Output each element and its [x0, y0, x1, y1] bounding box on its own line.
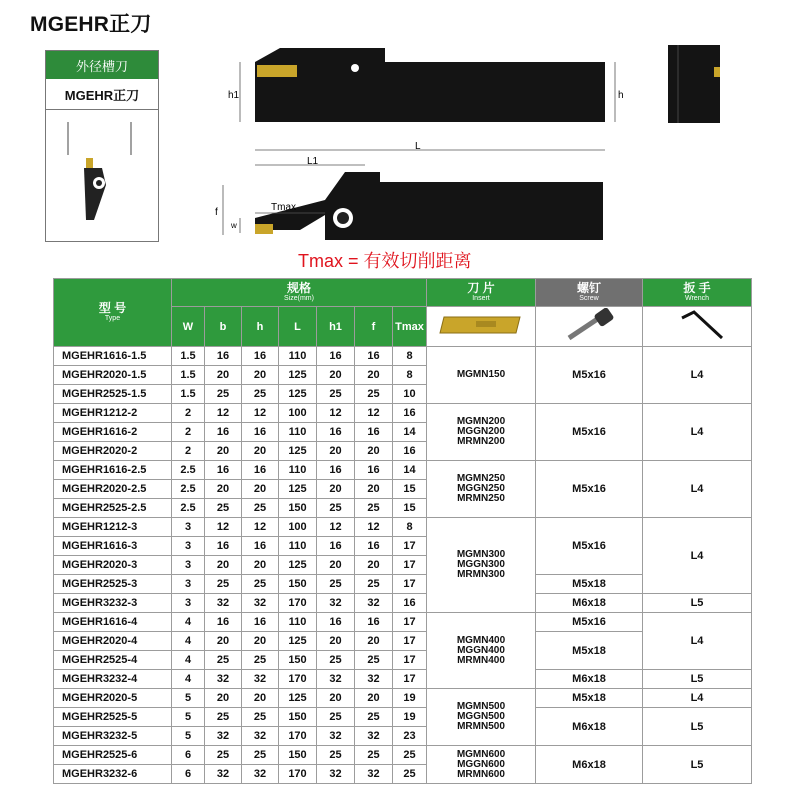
dim-cell: 3 [172, 575, 205, 594]
dim-header: h [242, 307, 279, 347]
dim-cell: 125 [279, 385, 317, 404]
dim-cell: 16 [205, 423, 242, 442]
screw-cell: M5x16 [536, 404, 643, 461]
dim-cell: 25 [393, 765, 427, 784]
model-cell: MGEHR1616-1.5 [54, 347, 172, 366]
dim-cell: 25 [242, 575, 279, 594]
dim-cell: 2 [172, 404, 205, 423]
dim-cell: 12 [242, 404, 279, 423]
insert-cell: MGMN250 MGGN250 MRMN250 [427, 461, 536, 518]
dim-cell: 16 [355, 613, 393, 632]
category-thumbnail [46, 110, 158, 240]
dim-cell: 8 [393, 366, 427, 385]
dim-cell: 20 [242, 366, 279, 385]
dim-cell: 20 [205, 480, 242, 499]
insert-cell: MGMN150 [427, 347, 536, 404]
model-cell: MGEHR3232-6 [54, 765, 172, 784]
dim-cell: 32 [317, 727, 355, 746]
dim-cell: 2 [172, 423, 205, 442]
screw-cell: M5x18 [536, 575, 643, 594]
dim-cell: 3 [172, 537, 205, 556]
dim-cell: 17 [393, 651, 427, 670]
screw-cell: M5x18 [536, 689, 643, 708]
spec-table [53, 278, 752, 784]
dim-cell: 110 [279, 537, 317, 556]
wrench-cell: L4 [643, 689, 752, 708]
dim-cell: 4 [172, 651, 205, 670]
table-row [54, 613, 752, 632]
dim-cell: 32 [242, 670, 279, 689]
insert-cell: MGMN600 MGGN600 MRMN600 [427, 746, 536, 784]
dim-cell: 25 [355, 651, 393, 670]
dim-cell: 20 [355, 632, 393, 651]
dim-cell: 12 [317, 404, 355, 423]
dim-cell: 4 [172, 670, 205, 689]
dim-cell: 20 [242, 480, 279, 499]
model-cell: MGEHR2525-6 [54, 746, 172, 765]
table-row [54, 670, 752, 689]
screw-cell: M5x16 [536, 613, 643, 632]
dim-cell: 20 [205, 632, 242, 651]
dim-cell: 110 [279, 461, 317, 480]
dim-cell: 25 [242, 385, 279, 404]
dim-header: Tmax [393, 307, 427, 347]
type-header: 型 号 Type [54, 279, 172, 347]
category-header: 外径槽刀 [46, 51, 158, 79]
dim-cell: 5 [172, 708, 205, 727]
dim-cell: 25 [317, 746, 355, 765]
dim-cell: 25 [317, 385, 355, 404]
insert-header: 刀 片 Insert [427, 279, 536, 307]
model-cell: MGEHR2525-4 [54, 651, 172, 670]
insert-cell: MGMN300 MGGN300 MRMN300 [427, 518, 536, 613]
dim-cell: 20 [205, 556, 242, 575]
dim-cell: 32 [355, 594, 393, 613]
label-L: L [415, 141, 421, 152]
dim-cell: 3 [172, 594, 205, 613]
dim-cell: 25 [393, 746, 427, 765]
dim-cell: 17 [393, 613, 427, 632]
dim-cell: 15 [393, 480, 427, 499]
dim-cell: 20 [317, 366, 355, 385]
dim-cell: 25 [242, 746, 279, 765]
table-row [54, 746, 752, 765]
wrench-cell: L5 [643, 746, 752, 784]
dim-cell: 25 [317, 708, 355, 727]
dim-cell: 2.5 [172, 480, 205, 499]
table-row [54, 461, 752, 480]
dim-cell: 25 [355, 385, 393, 404]
category-card [45, 50, 159, 242]
dim-cell: 3 [172, 556, 205, 575]
wrench-image [643, 307, 752, 347]
dim-cell: 20 [317, 556, 355, 575]
dim-cell: 25 [205, 746, 242, 765]
screw-cell: M6x18 [536, 594, 643, 613]
dim-cell: 1.5 [172, 366, 205, 385]
tool-side-view [225, 40, 625, 140]
dim-cell: 25 [205, 385, 242, 404]
model-cell: MGEHR3232-5 [54, 727, 172, 746]
dim-cell: 32 [317, 594, 355, 613]
dim-cell: 6 [172, 746, 205, 765]
tool-top-view [215, 140, 615, 250]
dim-cell: 17 [393, 575, 427, 594]
dim-cell: 2.5 [172, 499, 205, 518]
model-cell: MGEHR2020-2.5 [54, 480, 172, 499]
dim-cell: 17 [393, 670, 427, 689]
dim-cell: 20 [242, 556, 279, 575]
screw-cell: M5x16 [536, 347, 643, 404]
model-cell: MGEHR1212-2 [54, 404, 172, 423]
dim-cell: 12 [205, 404, 242, 423]
dim-cell: 10 [393, 385, 427, 404]
wrench-cell: L5 [643, 594, 752, 613]
dim-cell: 12 [355, 518, 393, 537]
dim-cell: 32 [317, 670, 355, 689]
dim-cell: 32 [355, 765, 393, 784]
dim-cell: 20 [355, 556, 393, 575]
screw-cell: M5x16 [536, 518, 643, 575]
size-header: 规格 Size(mm) [172, 279, 427, 307]
dim-cell: 170 [279, 594, 317, 613]
screw-header: 螺钉 Screw [536, 279, 643, 307]
dim-cell: 32 [355, 727, 393, 746]
label-h1: h1 [228, 90, 240, 101]
dim-cell: 14 [393, 461, 427, 480]
dim-cell: 32 [205, 765, 242, 784]
dim-cell: 20 [242, 442, 279, 461]
screw-cell: M6x18 [536, 670, 643, 689]
table-row [54, 404, 752, 423]
dim-header: L [279, 307, 317, 347]
dim-cell: 125 [279, 689, 317, 708]
table-row [54, 689, 752, 708]
dim-cell: 25 [242, 708, 279, 727]
screw-cell: M6x18 [536, 746, 643, 784]
dim-cell: 32 [242, 594, 279, 613]
tmax-note: Tmax = 有效切削距离 [298, 251, 472, 271]
dim-cell: 16 [317, 537, 355, 556]
dim-cell: 100 [279, 404, 317, 423]
model-cell: MGEHR2525-2.5 [54, 499, 172, 518]
dim-cell: 16 [317, 347, 355, 366]
dim-cell: 25 [355, 499, 393, 518]
dim-cell: 16 [242, 461, 279, 480]
dim-cell: 25 [317, 499, 355, 518]
wrench-cell: L4 [643, 404, 752, 461]
dim-header: W [172, 307, 205, 347]
dim-cell: 19 [393, 708, 427, 727]
dim-cell: 125 [279, 442, 317, 461]
dim-cell: 19 [393, 689, 427, 708]
dim-cell: 25 [205, 575, 242, 594]
table-row [54, 518, 752, 537]
model-cell: MGEHR2525-5 [54, 708, 172, 727]
model-cell: MGEHR1616-4 [54, 613, 172, 632]
dim-cell: 23 [393, 727, 427, 746]
dim-cell: 16 [242, 423, 279, 442]
insert-cell: MGMN200 MGGN200 MRMN200 [427, 404, 536, 461]
dim-cell: 17 [393, 556, 427, 575]
label-w: w [231, 221, 237, 230]
dim-cell: 16 [205, 613, 242, 632]
dim-cell: 170 [279, 670, 317, 689]
dim-cell: 16 [317, 613, 355, 632]
dim-cell: 150 [279, 708, 317, 727]
dim-cell: 4 [172, 613, 205, 632]
dim-cell: 16 [355, 537, 393, 556]
dim-cell: 1.5 [172, 347, 205, 366]
dim-cell: 16 [355, 461, 393, 480]
dim-cell: 16 [317, 423, 355, 442]
dim-cell: 20 [242, 689, 279, 708]
dim-cell: 5 [172, 727, 205, 746]
dim-cell: 32 [355, 670, 393, 689]
dim-cell: 5 [172, 689, 205, 708]
model-cell: MGEHR2020-2 [54, 442, 172, 461]
label-tmax: Tmax [271, 202, 296, 213]
dim-cell: 32 [242, 765, 279, 784]
insert-cell: MGMN500 MGGN500 MRMN500 [427, 689, 536, 746]
dim-cell: 100 [279, 518, 317, 537]
dim-cell: 150 [279, 499, 317, 518]
model-cell: MGEHR1616-2 [54, 423, 172, 442]
model-cell: MGEHR3232-4 [54, 670, 172, 689]
dim-cell: 20 [317, 689, 355, 708]
label-h: h [618, 90, 624, 101]
wrench-cell: L5 [643, 670, 752, 689]
dim-cell: 12 [205, 518, 242, 537]
dim-cell: 20 [355, 366, 393, 385]
model-cell: MGEHR2020-4 [54, 632, 172, 651]
dim-cell: 150 [279, 746, 317, 765]
table-row [54, 594, 752, 613]
dim-cell: 25 [205, 708, 242, 727]
model-cell: MGEHR3232-3 [54, 594, 172, 613]
dim-cell: 25 [242, 499, 279, 518]
dim-cell: 25 [317, 651, 355, 670]
dim-cell: 32 [205, 594, 242, 613]
dim-cell: 16 [393, 442, 427, 461]
insert-cell: MGMN400 MGGN400 MRMN400 [427, 613, 536, 689]
wrench-cell: L5 [643, 708, 752, 746]
dim-cell: 16 [205, 347, 242, 366]
model-cell: MGEHR1616-3 [54, 537, 172, 556]
dim-cell: 16 [393, 404, 427, 423]
wrench-header: 扳 手 Wrench [643, 279, 752, 307]
dim-cell: 12 [355, 404, 393, 423]
model-cell: MGEHR2525-1.5 [54, 385, 172, 404]
dim-cell: 20 [317, 632, 355, 651]
dim-header: h1 [317, 307, 355, 347]
dim-cell: 8 [393, 347, 427, 366]
dim-cell: 16 [205, 461, 242, 480]
dim-header: f [355, 307, 393, 347]
dim-cell: 32 [242, 727, 279, 746]
model-cell: MGEHR2020-5 [54, 689, 172, 708]
dim-cell: 110 [279, 613, 317, 632]
dim-header: b [205, 307, 242, 347]
dim-cell: 8 [393, 518, 427, 537]
dim-cell: 15 [393, 499, 427, 518]
table-row [54, 347, 752, 366]
dim-cell: 16 [393, 594, 427, 613]
dim-cell: 4 [172, 632, 205, 651]
dim-cell: 150 [279, 575, 317, 594]
page-title: MGEHR正刀 [30, 13, 152, 36]
dim-cell: 20 [355, 442, 393, 461]
dim-cell: 14 [393, 423, 427, 442]
dim-cell: 16 [317, 461, 355, 480]
dim-cell: 110 [279, 423, 317, 442]
dim-cell: 20 [355, 480, 393, 499]
dim-cell: 16 [242, 347, 279, 366]
wrench-cell: L4 [643, 347, 752, 404]
dim-cell: 17 [393, 632, 427, 651]
dim-cell: 12 [317, 518, 355, 537]
table-row [54, 708, 752, 727]
dim-cell: 110 [279, 347, 317, 366]
screw-cell: M5x18 [536, 632, 643, 670]
dim-cell: 16 [355, 423, 393, 442]
dim-cell: 25 [355, 575, 393, 594]
screw-cell: M5x16 [536, 461, 643, 518]
dim-cell: 16 [205, 537, 242, 556]
wrench-cell: L4 [643, 613, 752, 670]
wrench-cell: L4 [643, 518, 752, 594]
dim-cell: 32 [205, 670, 242, 689]
model-cell: MGEHR1212-3 [54, 518, 172, 537]
dim-cell: 20 [355, 689, 393, 708]
dim-cell: 20 [317, 480, 355, 499]
dim-cell: 20 [205, 689, 242, 708]
dim-cell: 25 [205, 651, 242, 670]
dim-cell: 16 [355, 347, 393, 366]
model-cell: MGEHR1616-2.5 [54, 461, 172, 480]
dim-cell: 25 [205, 499, 242, 518]
dim-cell: 20 [205, 366, 242, 385]
dim-cell: 6 [172, 765, 205, 784]
dim-cell: 25 [355, 746, 393, 765]
model-cell: MGEHR2020-1.5 [54, 366, 172, 385]
dim-cell: 125 [279, 556, 317, 575]
dim-cell: 32 [205, 727, 242, 746]
dim-cell: 3 [172, 518, 205, 537]
label-f: f [215, 207, 218, 218]
insert-image [427, 307, 536, 347]
wrench-cell: L4 [643, 461, 752, 518]
dim-cell: 20 [317, 442, 355, 461]
dim-cell: 170 [279, 765, 317, 784]
dim-cell: 170 [279, 727, 317, 746]
dim-cell: 25 [242, 651, 279, 670]
dim-cell: 25 [317, 575, 355, 594]
dim-cell: 12 [242, 518, 279, 537]
dim-cell: 2.5 [172, 461, 205, 480]
tool-end-view [668, 45, 728, 125]
dim-cell: 17 [393, 537, 427, 556]
dim-cell: 20 [242, 632, 279, 651]
dim-cell: 125 [279, 366, 317, 385]
dim-cell: 125 [279, 480, 317, 499]
dim-cell: 125 [279, 632, 317, 651]
dim-cell: 2 [172, 442, 205, 461]
screw-cell: M6x18 [536, 708, 643, 746]
dim-cell: 20 [205, 442, 242, 461]
label-L1: L1 [307, 156, 319, 167]
screw-image [536, 307, 643, 347]
model-cell: MGEHR2020-3 [54, 556, 172, 575]
dim-cell: 150 [279, 651, 317, 670]
dim-cell: 16 [242, 613, 279, 632]
model-cell: MGEHR2525-3 [54, 575, 172, 594]
dim-cell: 1.5 [172, 385, 205, 404]
category-name: MGEHR正刀 [46, 79, 158, 110]
dim-cell: 16 [242, 537, 279, 556]
dim-cell: 25 [355, 708, 393, 727]
dim-cell: 32 [317, 765, 355, 784]
